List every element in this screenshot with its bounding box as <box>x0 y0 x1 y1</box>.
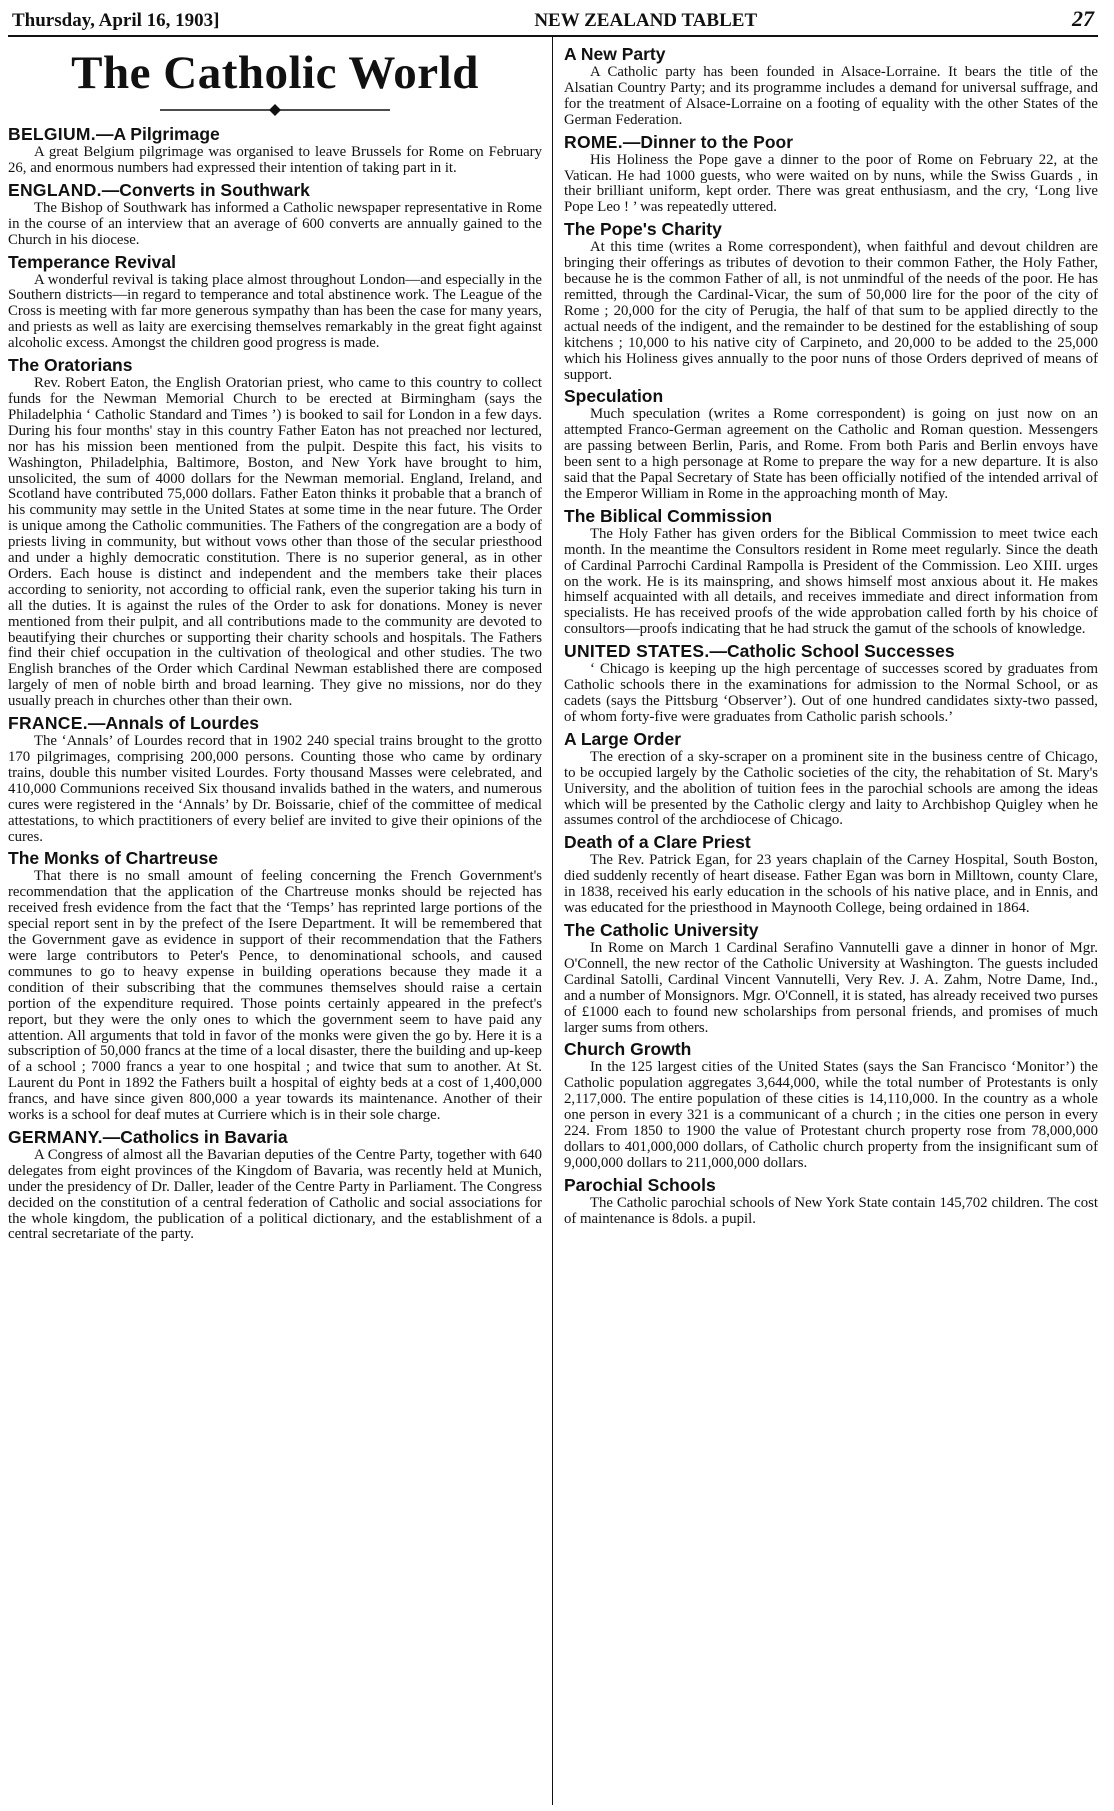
article-heading-text: Speculation <box>564 386 664 407</box>
article-heading-text: —Catholic School Successes <box>709 641 955 662</box>
article-heading-text: Parochial Schools <box>564 1174 716 1195</box>
article-the-catholic-university <box>564 920 1098 1036</box>
article-annals-of-lourdes <box>8 713 542 845</box>
left-column <box>8 37 553 1805</box>
article-body: The Catholic parochial schools of New York State contain 145,702 children. The cost of maintenance is 8dols. a pupil. <box>564 1194 1098 1227</box>
article-body: The Rev. Patrick Egan, for 23 years chaplain of the Carney Hospital, South Boston, died suddenly recently of heart disease. Father Egan was born in Milltown, county Clare, in 1838, received his early education in the schools of his native place, and in Ennis, and was educated for the priesthood in Maynooth College, being ordained in 1864. <box>564 852 1098 917</box>
article-heading-text: —Annals of Lourdes <box>87 713 260 734</box>
article-dinner-to-the-poor <box>564 132 1098 217</box>
article-the-monks-of-chartreuse <box>8 848 542 1124</box>
article-heading <box>564 44 1098 64</box>
article-the-oratorians <box>8 355 542 710</box>
article-heading <box>564 219 1098 239</box>
article-heading-text: A Large Order <box>564 728 682 749</box>
article-heading-text: Church Growth <box>564 1039 692 1060</box>
page-header <box>8 6 1098 37</box>
article-heading <box>8 180 542 200</box>
article-heading-text: The Monks of Chartreuse <box>8 848 219 869</box>
header-date: Thursday, April 16, 1903] <box>12 10 220 31</box>
article-country: ENGLAND. <box>8 179 102 200</box>
article-body: ‘ Chicago is keeping up the high percentage of successes scored by graduates from Catholic schools there in the examinations for admission to the Normal School, or as cadets (says the Pittsburg ‘Observer’). Out of one hundred candidates sixty-two passed, of whom forty-five were graduates from Catholic parish schools.’ <box>564 661 1098 725</box>
article-speculation <box>564 386 1098 502</box>
article-country: GERMANY. <box>8 1126 103 1147</box>
article-body: A Congress of almost all the Bavarian deputies of the Centre Party, together with 640 delegates from eight provinces of the Kingdom of Bavaria, was recently held at Munich, under the presidency of Dr. Daller, leader of the Centre Party in Parliament. The Congress decided on the constitution of a central federation of Catholic and social associations for the whole kingdom, the publication of a political dictionary, and the establishment of a central secretariate of the party. <box>8 1146 542 1243</box>
article-country: ROME. <box>564 131 623 152</box>
article-heading <box>8 1127 542 1147</box>
article-heading <box>564 1175 1098 1195</box>
article-a-new-party <box>564 44 1098 129</box>
article-catholic-school-successes <box>564 641 1098 726</box>
columns <box>8 37 1098 1805</box>
article-heading <box>564 832 1098 852</box>
article-body: The Holy Father has given orders for the Biblical Commission to meet twice each month. In the meantime the Consultors resident in Rome meet regularly. Since the death of Cardinal Parrochi Cardinal Rampolla is President of the Commission. Leo XIII. urges on the work. He is its mainspring, and shows himself most anxious about it. He makes himself acquainted with all details, and receives immediate and direct information from specialists. He has received proofs of the wide approbation called forth by his choice of consultors—proofs indicating that he had struck the gamut of the schools of knowledge. <box>564 525 1098 638</box>
article-country: FRANCE. <box>8 713 88 734</box>
article-body: His Holiness the Pope gave a dinner to the poor of Rome on February 22, at the Vatican. He had 1000 guests, who were waited on by nuns, while the Swiss Guards , in their brilliant uniform, kept order. There was great enthusiasm, and the cry, ‘Long live Pope Leo ! ’ was repeatedly uttered. <box>564 151 1098 216</box>
article-heading-text: Death of a Clare Priest <box>564 832 751 853</box>
article-country: BELGIUM. <box>8 124 96 144</box>
header-title: NEW ZEALAND TABLET <box>534 10 758 31</box>
article-a-large-order <box>564 729 1098 830</box>
right-column <box>553 37 1098 1805</box>
article-catholics-in-bavaria <box>8 1127 542 1243</box>
article-heading <box>564 729 1098 749</box>
article-body: At this time (writes a Rome correspondent), when faithful and devout children are bringing their offerings as tributes of devotion to their common Father, the Holy Father, because he is the common Father of all, is not unmindful of the needs of the poor. He has remitted, through the Cardinal-Vicar, the sum of 50,000 lire for the poor of the city of Rome ; 20,000 for the city of Perugia, the half of that sum to be applied directly to the actual needs of the indigent, and the remainder to be destined for the establishing of soup kitchens ; 10,000 to his native city of Carpineto, and 20,000 to be added to the 25,000 which his Holiness gives annually to the poor nuns of those Orders deprived of means of support. <box>564 239 1098 383</box>
article-body: A great Belgium pilgrimage was organised to leave Brussels for Rome on February 26, and enormous numbers had expressed their intention of taking part in it. <box>8 144 542 176</box>
article-heading-text: The Catholic University <box>564 919 759 940</box>
article-heading-text: The Oratorians <box>8 355 133 376</box>
left-articles <box>8 124 542 1243</box>
ornament-rule <box>8 103 542 121</box>
article-heading <box>564 386 1098 406</box>
article-converts-in-southwark <box>8 180 542 249</box>
article-a-pilgrimage <box>8 124 542 177</box>
article-heading <box>8 713 542 733</box>
section-banner-title: The Catholic World <box>71 47 479 99</box>
article-the-pope-s-charity <box>564 219 1098 383</box>
article-heading-text: —Catholics in Bavaria <box>102 1126 288 1147</box>
article-heading <box>8 252 542 272</box>
article-heading <box>564 132 1098 152</box>
article-death-of-a-clare-priest <box>564 832 1098 917</box>
article-heading-text: Temperance Revival <box>8 251 176 272</box>
article-body: Much speculation (writes a Rome correspondent) is going on just now on an attempted Franco-German agreement on the Catholic and Roman question. Messengers are passing between Berlin, Paris, and Rome. From both Paris and Berlin envoys have been sent to a high personage at Rome to prepare the way for a new departure. It is also said that the Papal Secretary of State has been officially notified of the intended arrival of the Emperor William in Rome in the approaching month of May. <box>564 406 1098 502</box>
article-heading <box>564 641 1098 661</box>
article-body: A wonderful revival is taking place almost throughout London—and especially in the Southern districts—in regard to temperance and total abstinence work. The League of the Cross is meeting with far more generous sympathy than has been the case for many years, and priests as well as laity are exercising themselves remarkably in the great fight against alcoholic excess. Amongst the children good progress is made. <box>8 271 542 352</box>
article-body: The ‘Annals’ of Lourdes record that in 1902 240 special trains brought to the grotto 170 pilgrimages, comprising 200,000 persons. Counting those who came by ordinary trains, double this number visited Lourdes. Forty thousand Masses were celebrated, and 410,000 Communions received Six thousand invalids bathed in the waters, and numerous cures were registered in the ‘Annals’ by Dr. Boissarie, chief of the committee of medical attestations, to which practitioners of every belief are invited to give their opinions of the cures. <box>8 733 542 845</box>
article-church-growth <box>564 1039 1098 1171</box>
ornament-rule-icon <box>160 104 390 116</box>
article-body: The Bishop of Southwark has informed a Catholic newspaper representative in Rome in the course of an interview that an average of 600 converts are annually gained to the Church in his diocese. <box>8 199 542 248</box>
article-the-biblical-commission <box>564 506 1098 638</box>
right-articles <box>564 44 1098 1228</box>
article-heading <box>8 355 542 375</box>
article-heading-text: The Pope's Charity <box>564 219 722 240</box>
article-heading <box>8 848 542 868</box>
article-heading-text: —A Pilgrimage <box>95 124 220 144</box>
article-heading <box>564 920 1098 940</box>
article-body: A Catholic party has been founded in Alsace-Lorraine. It bears the title of the Alsatian Country Party; and its programme includes a demand for universal suffrage, and for the treatment of Alsace-Lorraine on a footing of equality with the other States of the German Federation. <box>564 64 1098 128</box>
article-heading <box>564 506 1098 526</box>
article-heading-text: —Dinner to the Poor <box>622 131 794 152</box>
article-body: In Rome on March 1 Cardinal Serafino Vannutelli gave a dinner in honor of Mgr. O'Connell, the new rector of the Catholic University at Washington. The guests included Cardinal Satolli, Cardinal Vincent Vannutelli, Very Rev. J. A. Zahm, Notre Dame, Ind., and a number of Monsignors. Mgr. O'Connell, it is stated, has already received two purses of £1000 each to found new scholarships from personal friends, and promises of much larger sums from others. <box>564 939 1098 1036</box>
article-heading <box>8 124 542 144</box>
article-body: Rev. Robert Eaton, the English Oratorian priest, who came to this country to collect funds for the Newman Memorial Church to be erected at Birmingham (says the Philadelphia ‘ Catholic Standard and Times ’) is booked to sail for London in a few days. During his four months' stay in this country Father Eaton has not preached nor lectured, nor has his mission been mentioned from the pulpit. Despite this fact, his visits to Washington, Philadelphia, Baltimore, Boston, and New York have brought to him, unsolicited, the sum of 4000 dollars for the Newman memorial. England, Ireland, and Scotland have contributed 75,000 dollars. Father Eaton thinks it probable that a branch of his community may settle in the United States at some time in the near future. The Order is unique among the Catholic communities. The Fathers of the congregation are a body of priests living in community, but without vows other than those of the secular priesthood and under a highly democratic constitution. There is no superior general, as in other Orders. Each house is distinct and independent and the members take their places according to seniority, not according to official rank, even the superior taking his turn in all the duties. It is against the rules of the Order to ask for donations. Money is never mentioned from their pulpit, and all contributions made to the community are devoted to beautifying their churches or supporting their charity schools and hospitals. The Fathers find their chief occupation in the cultivation of theological and other studies. The two English branches of the Order which Cardinal Newman established there are composed largely of men of noble birth and broad learning. They give no missions, nor do they usually preach in churches other than their own. <box>8 375 542 710</box>
article-body: The erection of a sky-scraper on a prominent site in the business centre of Chicago, to be occupied largely by the Catholic societies of the city, the rehabitation of St. Mary's University, and the abolition of tuition fees in the parochial schools are among the ideas which will be presented by the Catholic clergy and laity to Archbishop Quigley when he assumes control of the archdiocese of Chicago. <box>564 748 1098 829</box>
article-heading-text: A New Party <box>564 44 666 64</box>
article-heading-text: —Converts in Southwark <box>101 179 310 200</box>
article-body: That there is no small amount of feeling concerning the French Government's recommendation that the application of the Chartreuse monks should be rejected has received fresh evidence from the fact that the ‘Temps’ has reprinted large portions of the special report sent in by the prefect of the Isere Department. It will be remembered that the Government gave as evidence in support of their recommendation that the Fathers were large contributors to Peter's Pence, to denominational schools, and caused communes to go to heavy expense in building operations because they made it a condition of their subscribing that the communes themselves should raise a certain portion of the expenditure required. Those points certainly appeared in the prefect's report, but they were the only ones to which the government seem to have paid any attention. All arguments that told in favor of the monks were given the go by. Here it is a subscription of 50,000 francs at the time of a local disaster, there the building and up-keep of a school ; 7000 francs a year to one hospital ; and twice that sum to another. At St. Laurent du Pont in 1892 the Fathers built a hospital of eighty beds at a cost of 1,400,000 francs, and have since given 800,000 a year towards its maintenance. Another of their works is a school for deaf mutes at Curriere which is in their sole charge. <box>8 868 542 1124</box>
article-heading <box>564 1039 1098 1059</box>
article-parochial-schools <box>564 1175 1098 1228</box>
article-country: UNITED STATES. <box>564 641 710 662</box>
article-body: In the 125 largest cities of the United States (says the San Francisco ‘Monitor’) the Catholic population aggregates 3,644,000, while the total number of Protestants is only 2,117,000. The entire population of these cities is 14,110,000. In the country as a whole one person in every 321 is a communicant of a church ; in the cities one person in every 224. From 1850 to 1900 the value of Protestant church property rose from 78,000,000 dollars to 401,000,000 dollars, of Catholic church property from the insignificant sum of 9,000,000 dollars to 211,000,000 dollars. <box>564 1059 1098 1171</box>
article-temperance-revival <box>8 252 542 353</box>
article-heading-text: The Biblical Commission <box>564 505 773 526</box>
header-page-number: 27 <box>1071 6 1094 31</box>
